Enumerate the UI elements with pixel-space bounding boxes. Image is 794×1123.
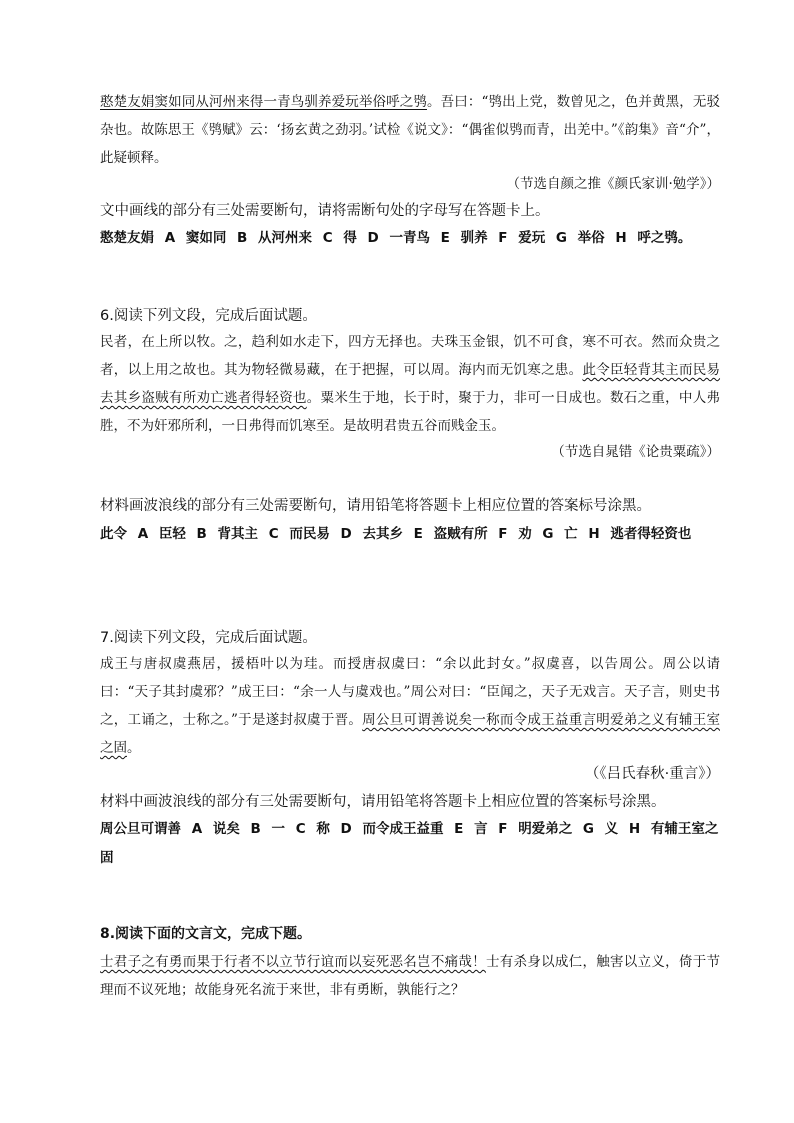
- q6-instruction: 材料画波浪线的部分有三处需要断句，请用铅笔将答题卡上相应位置的答案标号涂黑。: [100, 498, 651, 514]
- q5-passage-rest: 。吾曰：“鸮出上党，数曾见之，色并黄黑，无驳杂也。故陈思王《鸮赋》云：‘扬玄黄之劲羽。’试检《说文》：“偶雀似鸮而青，出羌中。”《韵集》音“介”，此疑顿释。: [100, 94, 720, 166]
- q8-wavy-text: 士君子之有勇而果于行者不以立节行谊而以妄死恶名岂不痛哉！: [100, 954, 486, 970]
- q7-answer-options: 周公旦可谓善 A 说矣 B 一 C 称 D 而令成王益重 E 言 F 明爱弟之 G 义 H 有辅王室之固: [100, 821, 719, 866]
- q6-passage-after: 。粟米生于地，长于时，聚于力，非可一日成也。数石之重，中人弗胜，不为奸邪所利，一日弗得而饥寒至。是故明君贵五谷而贱金玉。: [100, 390, 721, 434]
- q8-heading: 8.阅读下面的文言文，完成下题。: [100, 926, 312, 942]
- q7-heading: 7.阅读下列文段，完成后面试题。: [100, 630, 317, 646]
- q6-heading: 6.阅读下列文段，完成后面试题。: [100, 308, 317, 324]
- q6-answer-options: 此令 A 臣轻 B 背其主 C 而民易 D 去其乡 E 盗贼有所 F 劝 G 亡 H 逃者得轻资也: [100, 526, 692, 542]
- q7-source: （《吕氏春秋·重言》）: [584, 766, 720, 782]
- q7-instruction: 材料中画波浪线的部分有三处需要断句，请用铅笔将答题卡上相应位置的答案标号涂黑。: [100, 794, 666, 810]
- q7-passage: [100, 650, 720, 762]
- q8-passage: [100, 948, 720, 1004]
- q5-instruction: 文中画线的部分有三处需要断句，请将需断句处的字母写在答题卡上。: [100, 203, 550, 219]
- q6-source: （节选自晁错《论贵粟疏》）: [551, 444, 720, 460]
- q5-passage: [100, 88, 720, 172]
- q5-answer-options: 憨楚友娟 A 窦如同 B 从河州来 C 得 D 一青鸟 E 驯养 F 爱玩 G 举俗 H 呼之鸮。: [100, 230, 692, 246]
- q5-source: （节选自颜之推《颜氏家训·勉学》）: [506, 176, 720, 192]
- q7-wavy-text: 周公旦可谓善说矣一称而令成王益重言明爱弟之义有辅王室之固: [100, 712, 720, 756]
- q6-wavy-text: 此令臣轻背其主而民易去其乡盗贼有所劝亡逃者得轻资也: [100, 362, 721, 406]
- q8-passage-after: 士有杀身以成仁，触害以立义，倚于节理而不议死地；故能身死名流于来世，非有勇断，孰能行之？: [100, 954, 721, 998]
- q6-passage: [100, 328, 720, 440]
- q7-passage-before: 成王与唐叔虞燕居，援梧叶以为珪。而授唐叔虞曰：“余以此封女。”叔虞喜，以告周公。周公以请曰：“天子其封虞邪？”成王曰：“余一人与虞戏也。”周公对曰：“臣闻之，天子无戏言。天子言，则史书之，工诵之，士称之。”于是遂封叔虞于晋。: [100, 656, 720, 728]
- q5-underlined-text: 憨楚友娟窦如同从河州来得一青鸟驯养爱玩举俗呼之鸮: [100, 94, 427, 110]
- q6-passage-before: 民者，在上所以牧。之，趋利如水走下，四方无择也。夫珠玉金银，饥不可食，寒不可衣。然而众贵之者，以上用之故也。其为物轻微易藏，在于把握，可以周。海内而无饥寒之患。: [100, 334, 720, 378]
- q7-passage-after: 。: [127, 740, 141, 756]
